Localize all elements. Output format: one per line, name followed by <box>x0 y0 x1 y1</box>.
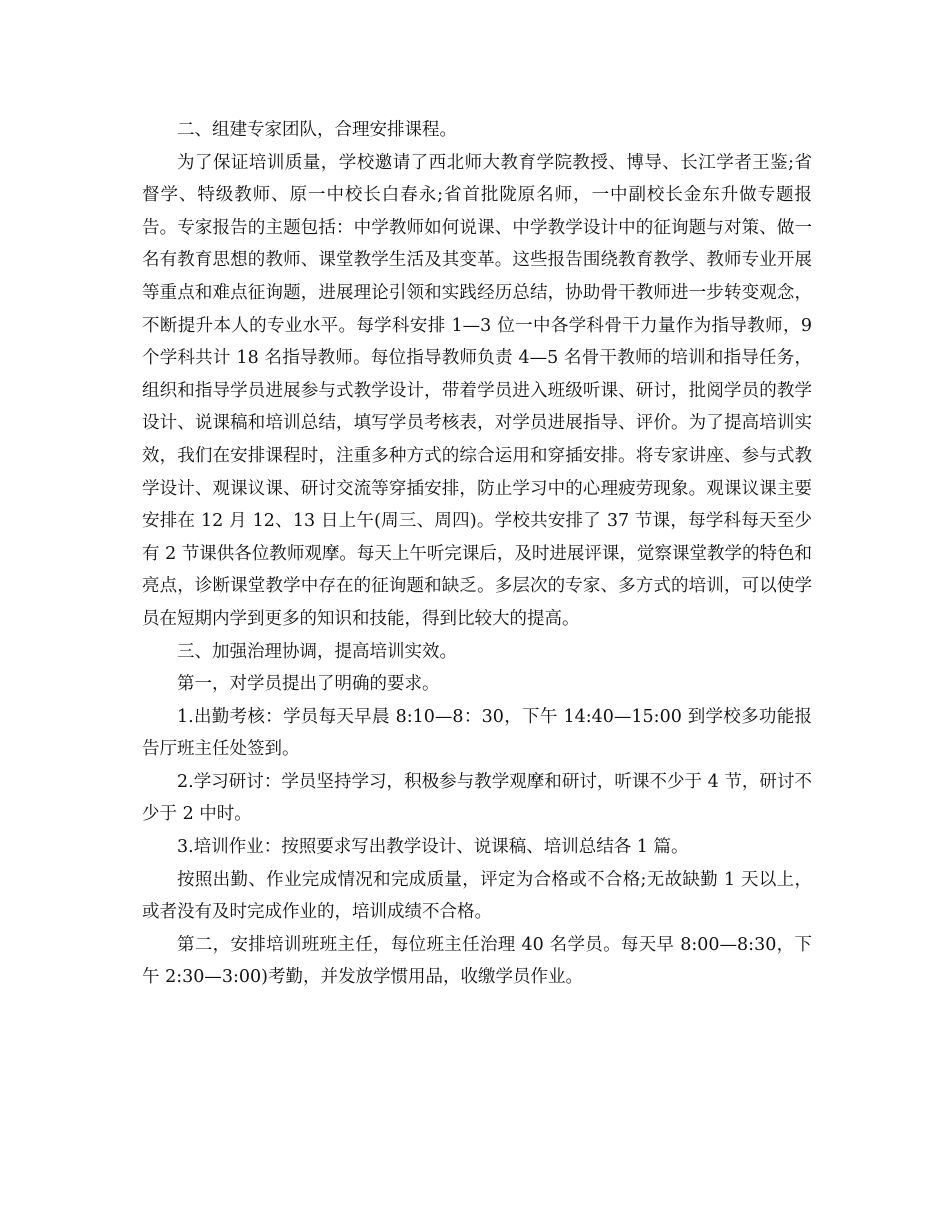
body-paragraph-first: 第一，对学员提出了明确的要求。 <box>177 674 440 695</box>
list-item-study: 2.学习研讨：学员坚持学习，积极参与教学观摩和研讨，听课不少于 4 节，研讨不少于 2 中时。 <box>142 771 812 825</box>
section-heading-2: 二、组建专家团队，合理安排课程。 <box>177 120 457 140</box>
section-heading-3: 三、加强治理协调，提高培训实效。 <box>177 641 457 662</box>
body-paragraph-experts: 为了保证培训质量，学校邀请了西北师大教育学院教授、博导、长江学者王鉴;省督学、特级教师、原一中校长白春永;省首批陇原名师，一中副校长金东升做专题报告。专家报告的主题包括：中学教师如何说课、中学教学设计中的征询题与对策、做一名有教育思想的教师、课堂教学生活及其变革。这些报告围绕教育教学、教师专业开展等重点和难点征询题，进展理论引领和实践经历总结，协助骨干教师进一步转变观念，不断提升本人的专业水平。每学科安排 1—3 位一中各学科骨干力量作为指导教师，9 个学科共计 18 名指导教师。每位指导教师负责 4—5 名骨干教师的培训和指导任务，组织和指导学员进展参与式教学设计，带着学员进入班级听课、研讨，批阅学员的教学设计、说课稿和培训总结，填写学员考核表，对学员进展指导、评价。为了提高培训实效，我们在安排课程时，注重多种方式的综合运用和穿插安排。将专家讲座、参与式教学设计、观课议课、研讨交流等穿插安排，防止学习中的心理疲劳现象。观课议课主要安排在 12 月 12、13 日上午(周三、周四)。学校共安排了 37 节课，每学科每天至少有 2 节课供各位教师观摩。每天上午听完课后，及时进展评课，觉察课堂教学的特色和亮点，诊断课堂教学中存在的征询题和缺乏。多层次的专家、多方式的培训，可以使学员在短期内学到更多的知识和技能，得到比较大的提高。 <box>142 152 812 629</box>
body-paragraph-second: 第二，安排培训班班主任，每位班主任治理 40 名学员。每天早 8:00—8:30，下午 2:30—3:00)考勤，并发放学惯用品，收缴学员作业。 <box>142 934 812 988</box>
list-item-attendance: 1.出勤考核：学员每天早晨 8:10—8：30，下午 14:40—15:00 到学校多功能报告厅班主任处签到。 <box>142 706 812 760</box>
list-item-homework: 3.培训作业：按照要求写出教学设计、说课稿、培训总结各 1 篇。 <box>177 837 689 858</box>
document-body <box>142 114 812 994</box>
body-paragraph-evaluation: 按照出勤、作业完成情况和完成质量，评定为合格或不合格;无故缺勤 1 天以上，或者没有及时完成作业的，培训成绩不合格。 <box>142 869 812 923</box>
